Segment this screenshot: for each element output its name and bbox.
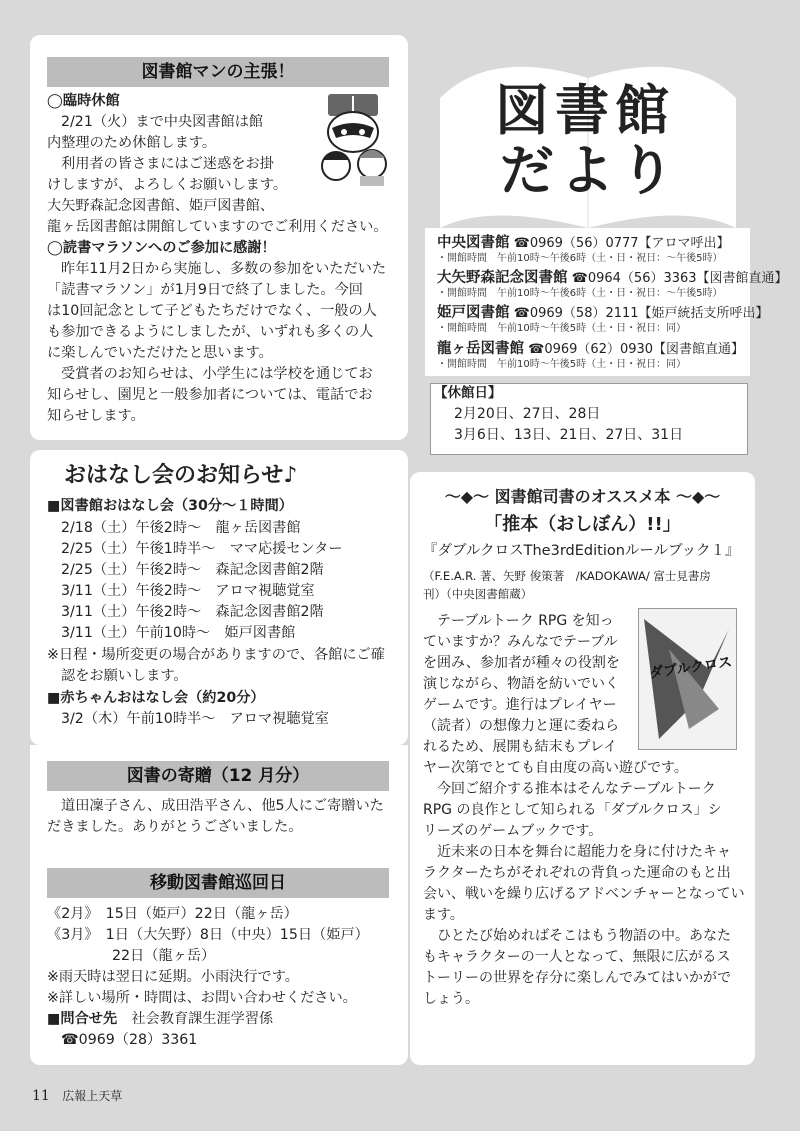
shucho-line: けしますが、よろしくお願いします。 xyxy=(47,177,288,193)
ohanashi-title: おはなし会のお知らせ♪ xyxy=(64,463,298,488)
closed-days-label: 【休館日】 xyxy=(434,385,502,401)
recommend-body: 今回ご紹介する推本はそんなテーブルトーク xyxy=(437,781,716,797)
recommend-body: 近未来の日本を舞台に超能力を身に付けたキャ xyxy=(437,844,731,860)
ohanashi-row: 2/25（土）午後2時〜 森記念図書館2階 xyxy=(61,562,324,578)
contact-line xyxy=(47,1009,273,1031)
page-number: 11 xyxy=(32,1088,50,1104)
kizou-text: 道田凜子さん、成田浩平さん、他5人にご寄贈いた xyxy=(61,798,384,814)
recommend-body: 演じながら、物語を紡いでいく xyxy=(423,676,619,692)
ornament-left-icon: ～◆～ xyxy=(444,487,489,506)
masthead-title-2: だより xyxy=(500,139,680,202)
book-cover-image xyxy=(638,608,737,750)
recommend-header-text: 図書館司書のオススメ本 xyxy=(494,487,671,506)
library-tel: ☎0969（56）0777【アロマ呼出】 xyxy=(513,236,730,251)
book-cover-text: ダブルクロス xyxy=(648,654,734,682)
recommend-body: トーリーの世界を存分に楽しんでみてはいかがで xyxy=(423,970,731,986)
shucho-line: 内整理のため休館します。 xyxy=(47,135,217,151)
recommend-title: 「推本（おしぼん）!!」 xyxy=(484,514,681,535)
ohanashi-row: 3/11（土）午後2時〜 森記念図書館2階 xyxy=(61,604,324,620)
shucho-line: 受賞者のお知らせは、小学生には学校を通じてお xyxy=(61,366,373,382)
recommend-body: ゲームです。進行はプレイヤー xyxy=(423,697,617,713)
book-meta: （F.E.A.R. 著、矢野 俊策著 /KADOKAWA/ 富士見書房 xyxy=(423,569,711,583)
book-title: 『ダブルクロスThe3rdEditionルールブック１』 xyxy=(423,543,740,559)
recommend-body: リーズのゲームブックです。 xyxy=(423,823,603,839)
ohanashi-note: ※日程・場所変更の場合がありますので、各館にご確 xyxy=(47,647,385,663)
recommend-body: テーブルトーク RPG を知っ xyxy=(437,613,614,629)
recommend-body: しょう。 xyxy=(423,991,479,1007)
library-tel: ☎0969（62）0930【図書館直通】 xyxy=(528,342,745,357)
recommend-body: （読者）の想像力と運に委ねら xyxy=(423,718,619,734)
recommend-body: ます。 xyxy=(423,907,464,923)
library-tel: ☎0964（56）3363【図書館直通】 xyxy=(571,271,788,286)
shucho-line: 「読書マラソン」が1月9日で終了しました。今回 xyxy=(47,282,363,298)
library-central xyxy=(437,231,730,266)
ohanashi-note: 認をお願いします。 xyxy=(61,668,188,684)
ohanashi-row: 2/18（土）午後2時〜 龍ヶ岳図書館 xyxy=(61,520,301,536)
ohanashi-heading: ■図書館おはなし会（30分〜１時間） xyxy=(47,498,293,514)
idou-mar-cont: 22日（龍ヶ岳） xyxy=(112,948,216,964)
recommend-body: ひとたび始めればそこはもう物語の中。あなた xyxy=(437,928,731,944)
book-meta: 刊）（中央図書館蔵） xyxy=(423,587,533,601)
shucho-line: は10回記念として子どもたちだけでなく、一般の人 xyxy=(47,303,377,319)
library-tel: ☎0969（58）2111【姫戸統括支所呼出】 xyxy=(513,306,769,321)
library-hours: ・開館時間 午前10時〜午後6時（土・日・祝日：〜午後5時） xyxy=(437,253,723,264)
recommend-body: ていますか？みんなでテーブル xyxy=(423,634,618,650)
publication-name: 広報上天草 xyxy=(62,1089,123,1103)
ohanashi-row: 2/25（土）午後1時半〜 ママ応援センター xyxy=(61,541,343,557)
shucho-line: 知らせします。 xyxy=(47,408,145,424)
shucho-line: 2/21（火）まで中央図書館は館 xyxy=(61,114,264,130)
contact-dept: 社会教育課生涯学習係 xyxy=(131,1011,274,1027)
page-footer xyxy=(32,1087,122,1104)
ohanashi-baby-heading: ■赤ちゃんおはなし会（約20分） xyxy=(47,690,265,706)
shucho-line: 知らせし、園児と一般参加者については、電話でお xyxy=(47,387,373,403)
library-name: 姫戸図書館 xyxy=(437,305,510,321)
library-name: 中央図書館 xyxy=(437,235,510,251)
ohanashi-baby-row: 3/2（木）午前10時半〜 アロマ視聴覚室 xyxy=(61,711,329,727)
idou-mar: 《3月》 1日（大矢野）8日（中央）15日（姫戸） xyxy=(47,927,369,943)
ohanashi-row: 3/11（土）午前10時〜 姫戸図書館 xyxy=(61,625,296,641)
ornament-right-icon: ～◆～ xyxy=(676,487,721,506)
recommend-body: RPG の良作として知られる「ダブルクロス」シ xyxy=(423,802,722,818)
shucho-line: 昨年11月2日から実施し、多数の参加をいただいた xyxy=(61,261,387,277)
kizou-title: 図書の寄贈（12 月分） xyxy=(47,761,389,791)
ohanashi-row: 3/11（土）午後2時〜 アロマ視聴覚室 xyxy=(61,583,315,599)
shucho-line: ◯臨時休館 xyxy=(47,93,120,109)
shucho-line: 龍ヶ岳図書館は開館していますのでご利用ください。 xyxy=(47,219,388,235)
contact-tel: ☎0969（28）3361 xyxy=(61,1032,198,1048)
library-hours: ・開館時間 午前10時〜午後5時（土・日・祝日：同） xyxy=(437,359,687,370)
idou-note: ※雨天時は翌日に延期。小雨決行です。 xyxy=(47,969,299,985)
recommend-body: ラクターたちがそれぞれの背負った運命のもと出 xyxy=(423,865,731,881)
shucho-line: 大矢野森記念図書館、姫戸図書館、 xyxy=(47,198,275,214)
recommend-body: もキャラクターの一人となって、無限に広がるス xyxy=(423,949,731,965)
library-oyano xyxy=(437,266,788,301)
masthead-title-1: 図書館 xyxy=(495,79,675,142)
closed-days-mar: 3月6日、13日、21日、27日、31日 xyxy=(454,427,684,443)
shucho-line: ◯読書マラソンへのご参加に感謝！ xyxy=(47,240,276,256)
library-name: 大矢野森記念図書館 xyxy=(437,270,568,286)
recommend-body: ヤー次第でとても自由度の高い遊びです。 xyxy=(423,760,688,776)
recommend-body: れるため、展開も結末もプレイ xyxy=(423,739,618,755)
library-hours: ・開館時間 午前10時〜午後6時（土・日・祝日：〜午後5時） xyxy=(437,288,723,299)
shucho-line: に楽しんでいただけたと思います。 xyxy=(47,345,273,361)
shucho-title: 図書館マンの主張！ xyxy=(47,57,389,87)
shucho-line: 利用者の皆さまにはご迷惑をお掛 xyxy=(61,156,274,172)
recommend-header xyxy=(430,484,735,507)
library-name: 龍ヶ岳図書館 xyxy=(437,341,524,357)
library-ryugatake xyxy=(437,337,744,372)
kizou-text: だきました。ありがとうございました。 xyxy=(47,819,303,835)
library-hours: ・開館時間 午前10時〜午後5時（土・日・祝日：同） xyxy=(437,323,687,334)
recommend-body: 会い、戦いを繰り広げるアドベンチャーとなってい xyxy=(423,886,745,902)
idou-feb: 《2月》 15日（姫戸）22日（龍ヶ岳） xyxy=(47,906,298,922)
contact-label: ■問合せ先 xyxy=(47,1011,118,1027)
library-mascot-illustration xyxy=(308,92,400,187)
closed-days-feb: 2月20日、27日、28日 xyxy=(454,406,601,422)
recommend-body: を囲み、参加者が種々の役割を xyxy=(423,655,620,671)
shucho-line: も参加できるようにしましたが、いずれも多くの人 xyxy=(47,324,374,340)
library-himedo xyxy=(437,301,769,336)
idou-title: 移動図書館巡回日 xyxy=(47,868,389,898)
idou-note: ※詳しい場所・時間は、お問い合わせください。 xyxy=(47,990,357,1006)
